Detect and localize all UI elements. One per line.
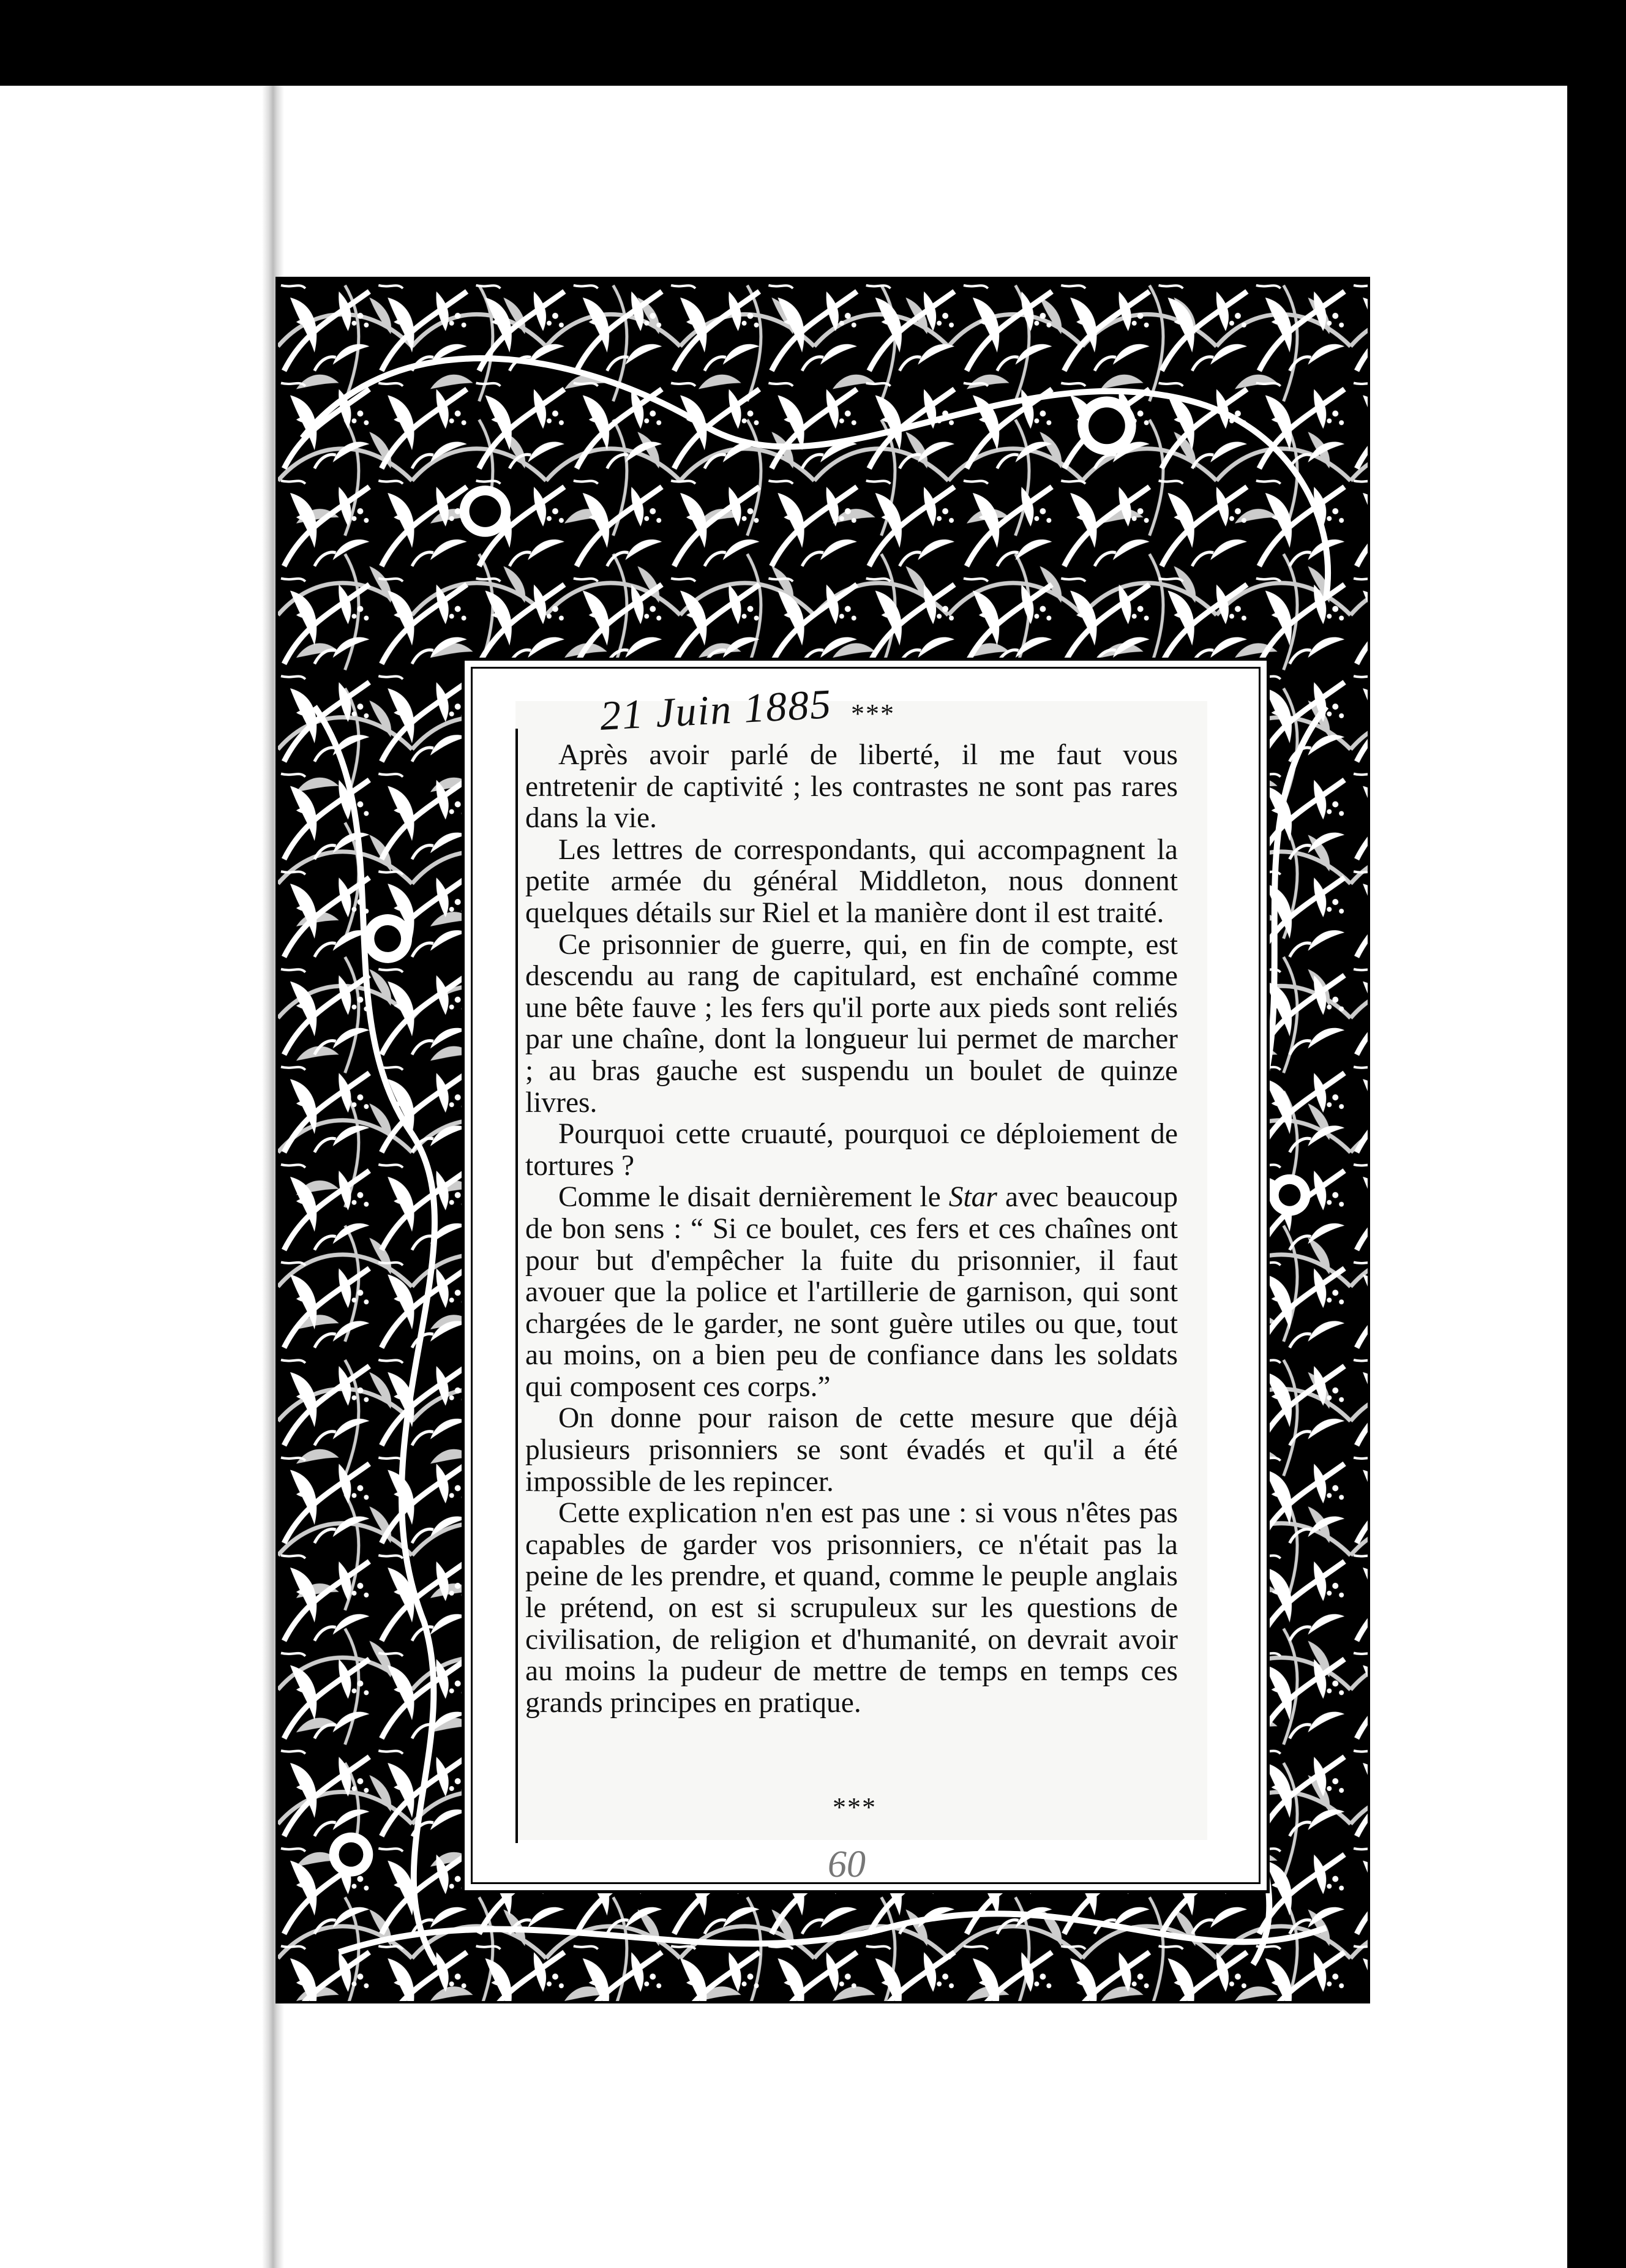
separator-top: *** [851, 699, 895, 729]
paragraph: Ce prisonnier de guerre, qui, en fin de compte, est descendu au rang de capitulard, est enchaîné comme une bête fauve ; les fers qu'il porte aux pieds sont reliés par une chaîne, dont la longueur lui permet de marcher ; au bras gauche est suspendu un boulet de quinze livres. [525, 928, 1178, 1119]
scan-top-margin [0, 0, 1626, 86]
handwritten-date: 21 Juin 1885 [599, 680, 833, 739]
paragraph: On donne pour raison de cette mesure que déjà plusieurs prisonniers se sont évadés et qu'il a été impossible de les repincer. [525, 1402, 1178, 1498]
handwritten-page-number: 60 [828, 1844, 866, 1885]
paragraph: Cette explication n'en est pas une : si vous n'êtes pas capables de garder vos prisonniers, ce n'était pas la peine de les prendre, et quand, comme le peuple anglais le prétend, on est si scrupuleux sur les questions de civilisation, de religion et d'humanité, on devrait avoir au moins la pudeur de mettre de temps en temps ces grands principes en pratique. [525, 1497, 1178, 1719]
paragraph-star [525, 1182, 1178, 1403]
paragraph: Pourquoi cette cruauté, pourquoi ce déploiement de tortures ? [525, 1118, 1178, 1182]
scan-right-margin [1567, 86, 1626, 2268]
paragraph-text: Comme le disait dernièrement le [558, 1181, 949, 1214]
paragraph-text: avec beaucoup de bon sens : “ Si ce boulet, ces fers et ces chaînes ont pour but d'empêcher la fuite du prisonnier, il faut avouer que la police et l'artillerie de garnison, qui sont chargées de le garder, ne sont guère utiles ou que, tout au moins, on a bien peu de confiance dans les soldats qui composent ces corps.” [525, 1181, 1178, 1403]
paragraph: Les lettres de correspondants, qui accompagnent la petite armée du général Middleton, nous donnent quelques détails sur Riel et la manière dont il est traité. [525, 833, 1178, 929]
newspaper-name: Star [948, 1181, 997, 1214]
paragraph: Après avoir parlé de liberté, il me faut vous entretenir de captivité ; les contrastes ne sont pas rares dans la vie. [525, 739, 1178, 835]
clipping-rule [515, 729, 518, 1843]
separator-bottom: *** [833, 1792, 877, 1822]
article-body [525, 740, 1178, 1719]
